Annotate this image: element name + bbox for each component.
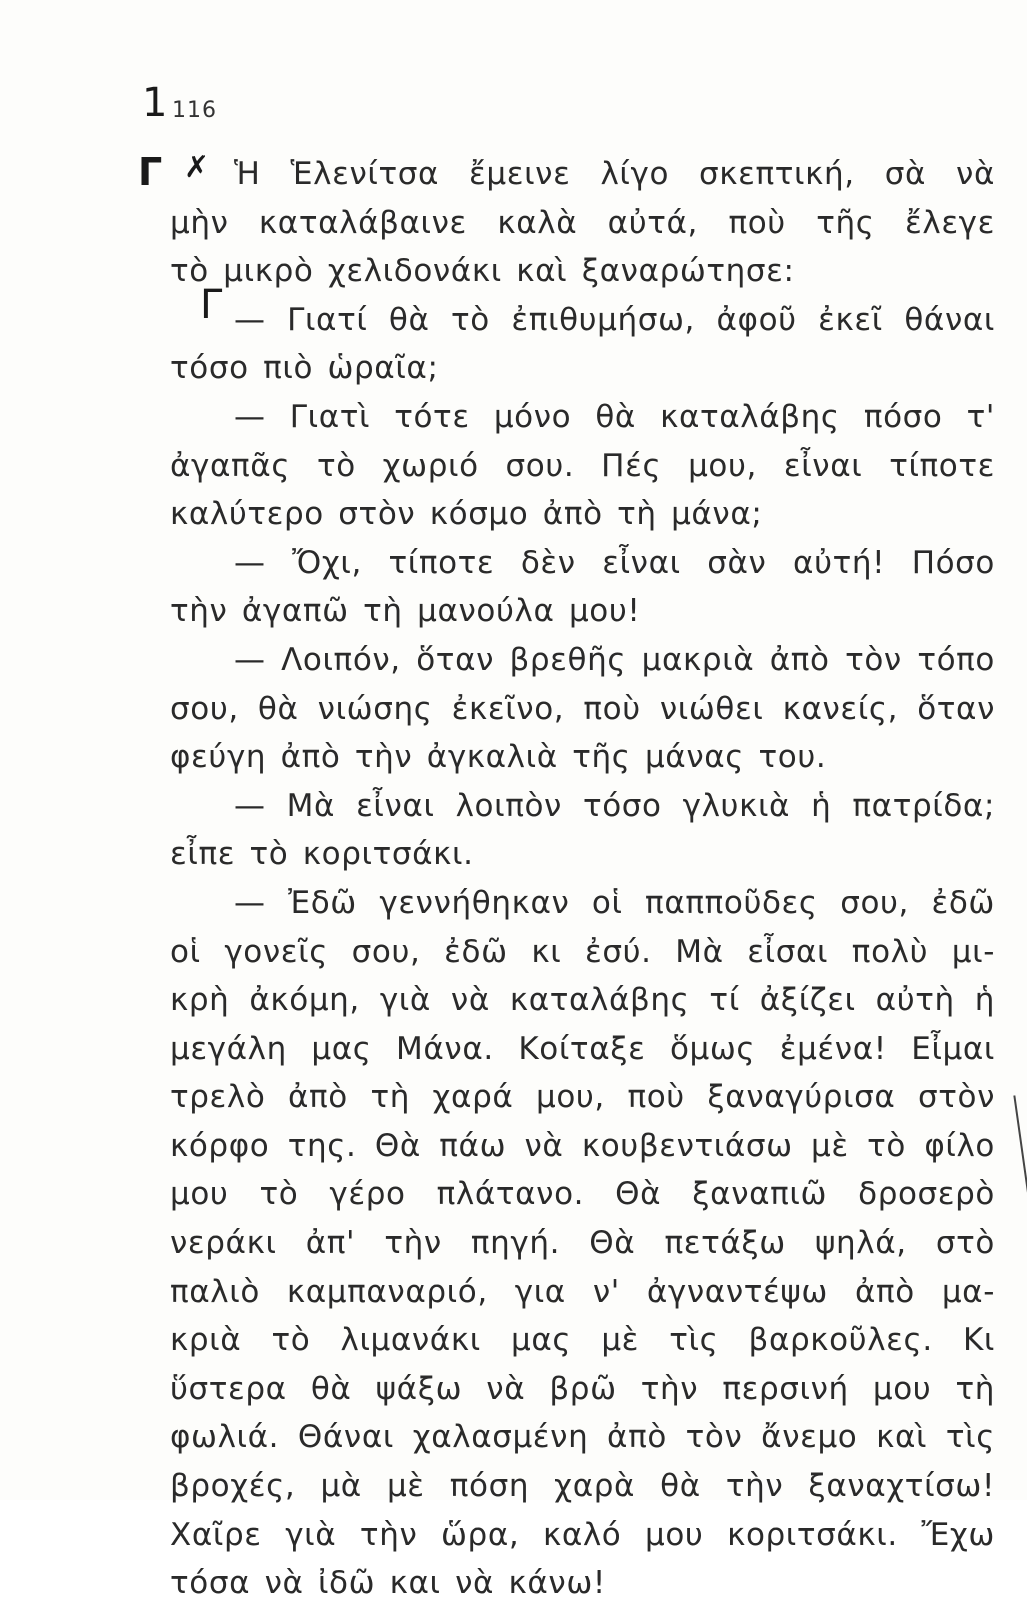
text-line: τὸ μικρὸ χελιδονάκι καὶ ξαναρώτησε: [170, 253, 795, 290]
handwritten-gamma-mark-2: Γ [200, 282, 223, 328]
text-line: — Γιατί θὰ τὸ ἐπιθυμήσω, ἀφοῦ ἐκεῖ θάναι [234, 301, 995, 338]
text-line: φωλιά. Θάναι χαλασμένη ἀπὸ τὸν ἄνεμο καὶ τὶς [170, 1419, 995, 1456]
text-line: φεύγη ἀπὸ τὴν ἀγκαλιὰ τῆς μάνας του. [170, 739, 827, 776]
text-line: — Λοιπόν, ὅταν βρεθῆς μακριὰ ἀπὸ τὸν τόπο [234, 641, 995, 678]
text-line: Ἡ Ἑλενίτσα ἔμεινε λίγο σκεπτική, σὰ νὰ [234, 156, 995, 192]
text-line: ἀγαπᾶς τὸ χωριό σου. Πές μου, εἶναι τίποτε [170, 447, 995, 484]
text-line: μεγάλη μας Μάνα. Κοίταξε ὅμως ἐμένα! Εἶμαι [170, 1030, 995, 1067]
text-line: Χαῖρε γιὰ τὴν ὥρα, καλό μου κοριτσάκι. Ἔχω [170, 1516, 995, 1553]
handwritten-x-mark: ✗ [184, 150, 210, 185]
text-line: — Γιατὶ τότε μόνο θὰ καταλάβης πόσο τ' [234, 398, 995, 435]
text-line: παλιὸ καμπαναριό, για ν' ἀγναντέψω ἀπὸ μα- [170, 1273, 995, 1310]
text-line: καλύτερο στὸν κόσμο ἀπὸ τὴ μάνα; [170, 496, 763, 533]
text-line: βροχές, μὰ μὲ πόση χαρὰ θὰ τὴν ξαναχτίσω! [170, 1468, 995, 1505]
text-line: κόρφο της. Θὰ πάω νὰ κουβεντιάσω μὲ τὸ φίλο [170, 1127, 995, 1164]
text-line: τὴν ἀγαπῶ τὴ μανούλα μου! [170, 593, 641, 630]
text-line: τρελὸ ἀπὸ τὴ χαρά μου, ποὺ ξαναγύρισα στὸν [170, 1079, 995, 1116]
text-line: μου τὸ γέρο πλάτανο. Θὰ ξαναπιῶ δροσερὸ [170, 1176, 995, 1213]
page-number: 116 [172, 98, 217, 123]
text-line: οἱ γονεῖς σου, ἐδῶ κι ἐσύ. Μὰ εἶσαι πολὺ μι- [170, 933, 995, 970]
text-line: εἶπε τὸ κοριτσάκι. [170, 836, 474, 873]
text-line: κριὰ τὸ λιμανάκι μας μὲ τὶς βαρκοῦλες. Κι [170, 1322, 995, 1359]
text-line: σου, θὰ νιώσης ἐκεῖνο, ποὺ νιώθει κανείς, ὅταν [170, 690, 995, 727]
margin-pencil-line [1013, 1095, 1027, 1204]
handwritten-gamma-mark: Γ [138, 150, 163, 194]
text-line: ὕστερα θὰ ψάξω νὰ βρῶ τὴν περσινή μου τὴ [170, 1370, 995, 1407]
text-line: νεράκι ἀπ' τὴν πηγή. Θὰ πετάξω ψηλά, στὸ [170, 1225, 995, 1262]
text-line: — Ὄχι, τίποτε δὲν εἶναι σὰν αὐτή! Πόσο [234, 544, 995, 581]
text-line: τόσα νὰ ἰδῶ και νὰ κάνω! [170, 1565, 606, 1602]
text-line: τόσο πιὸ ὡραῖα; [170, 350, 439, 387]
text-line: κρὴ ἀκόμη, γιὰ νὰ καταλάβης τί ἀξίζει αὐτὴ ἡ [170, 982, 995, 1019]
body-text [170, 150, 995, 1608]
handwritten-mark-top: 1 [142, 80, 168, 126]
text-line: μὴν καταλάβαινε καλὰ αὐτά, ποὺ τῆς ἔλεγε [170, 204, 995, 241]
text-line: — Μὰ εἶναι λοιπὸν τόσο γλυκιὰ ἡ πατρίδα; [234, 787, 995, 824]
text-line: — Ἐδῶ γεννήθηκαν οἱ παπποῦδες σου, ἐδῶ [234, 884, 995, 921]
